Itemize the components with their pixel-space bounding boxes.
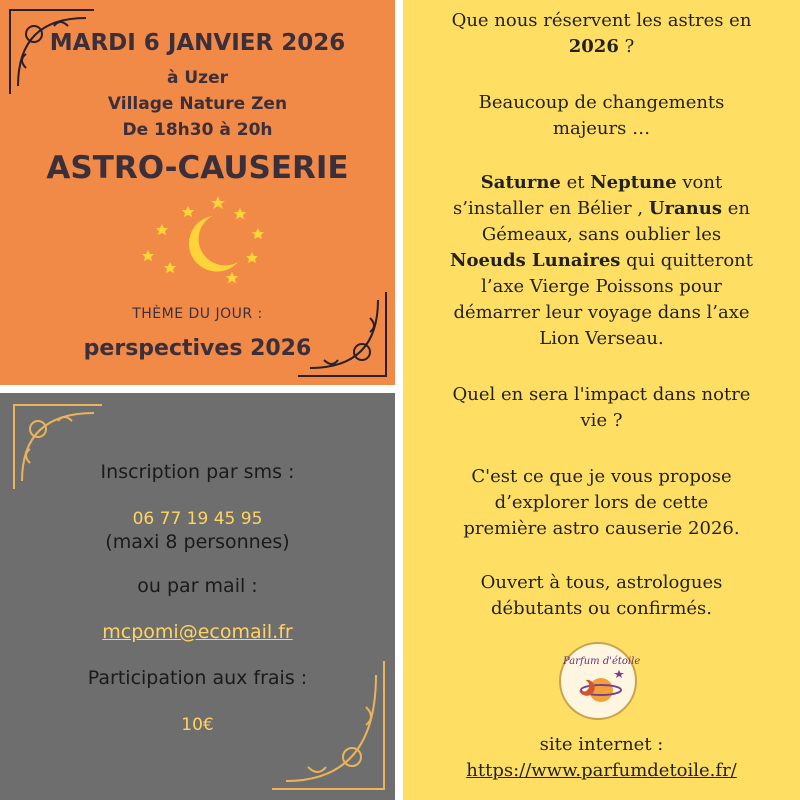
text-line: Beaucoup de changements [478, 92, 725, 113]
mail-label: ou par mail : [137, 575, 258, 597]
parfum-detoile-logo [557, 640, 639, 722]
text-line: première astro causerie 2026. [463, 518, 740, 539]
text-line: et [560, 172, 591, 193]
changes-paragraph [403, 90, 800, 142]
description-panel [403, 0, 800, 800]
text-line: débutants ou confirmés. [491, 598, 712, 619]
moon-stars-icon [140, 188, 270, 288]
max-persons: (maxi 8 personnes) [105, 531, 290, 553]
ornament-corner-icon [292, 286, 392, 382]
year-bold: 2026 [568, 36, 619, 57]
site-label: site internet : [539, 734, 664, 755]
text-line: Que nous réservent les astres en [451, 10, 752, 31]
theme-label: THÈME DU JOUR : [132, 306, 263, 322]
text-line: vie ? [580, 410, 623, 431]
theme-value: perspectives 2026 [83, 336, 312, 361]
site-url-link[interactable]: https://www.parfumdetoile.fr/ [466, 760, 737, 781]
text-line: Gémeaux, sans oublier les [481, 224, 722, 245]
text-line: en [721, 198, 750, 219]
text-line: vont [676, 172, 723, 193]
text-line: démarrer leur voyage dans l’axe [453, 302, 750, 323]
logo-text: Parfum d'étoile [563, 656, 641, 667]
text-line: s’installer en Bélier , [453, 198, 649, 219]
text-line: ? [618, 36, 635, 57]
audience-paragraph [403, 570, 800, 622]
planets-paragraph [403, 170, 800, 352]
lunar-nodes: Noeuds Lunaires [450, 250, 621, 271]
fee-value: 10€ [181, 715, 214, 735]
sms-label: Inscription par sms : [100, 461, 295, 483]
event-panel [0, 0, 395, 385]
impact-question [403, 382, 800, 434]
email-link[interactable]: mcpomi@ecomail.fr [102, 621, 293, 643]
event-title: ASTRO-CAUSERIE [46, 150, 349, 186]
intro-question [403, 8, 800, 60]
fee-label: Participation aux frais : [87, 667, 308, 689]
text-line: Lion Verseau. [539, 328, 664, 349]
phone-number: 06 77 19 45 95 [132, 509, 263, 529]
event-date: MARDI 6 JANVIER 2026 [49, 30, 346, 56]
text-line: C'est ce que je vous propose [471, 466, 732, 487]
text-line: l’axe Vierge Poissons pour [481, 276, 722, 297]
text-line: Ouvert à tous, astrologues [480, 572, 723, 593]
text-line: majeurs … [552, 118, 651, 139]
event-time: De 18h30 à 20h [122, 120, 273, 140]
proposal-paragraph [403, 464, 800, 542]
text-line: d’explorer lors de cette [494, 492, 709, 513]
text-line: qui quitteront [620, 250, 753, 271]
event-place: à Uzer [166, 68, 228, 88]
planet-saturne: Saturne [480, 172, 561, 193]
planet-uranus: Uranus [648, 198, 722, 219]
event-venue: Village Nature Zen [107, 94, 288, 114]
registration-panel [0, 393, 395, 800]
planet-neptune: Neptune [590, 172, 677, 193]
text-line: Quel en sera l'impact dans notre [452, 384, 751, 405]
